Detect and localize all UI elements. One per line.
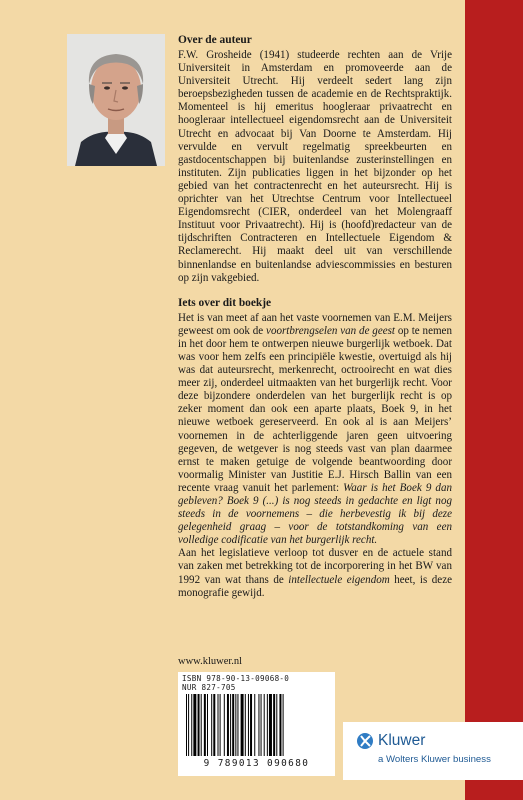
- barcode-bar: [254, 694, 255, 756]
- barcode-bar: [188, 694, 189, 756]
- barcode-bars: [184, 694, 329, 756]
- barcode-bar: [279, 694, 281, 756]
- book-description: Het is van meet af aan het vaste voornemen van E.M. Meijers geweest om ook de voortbrengselen van de geest op te nemen in het door hem te ontwerpen nieuwe burgerlijk wetboek. Dat was voor hem zelfs een principiële kwestie, overtuigd als hij was dat auteursrecht, merkenrecht, octrooirecht en wat dies meer zij, onderdeel uitmaakten van het burgerlijk recht. Voor deze bijzondere onderdelen van het burgerlijk recht is op zeker moment dan ook een aparte plaats, Boek 9, in het nieuwe wetboek gereserveerd. En ook al is aan Meijers’ voornemen in de achterliggende jaren geen uitvoering gegeven, de wetgever is nog steeds vast van plan daarmee ernst te maken getuige de volgende beantwoording door voormalig Minister van Justitie E.J. Hirsch Ballin van een recente vraag vanuit het parlement: Waar is het Boek 9 dan gebleven? Boek 9 (...) is nog steeds in gedachte en ligt nog steeds in de voornemens – die herbevestig ik bij deze gelegenheid graag – voor de totstandkoming van een volledige codificatie van het burgerlijk recht.: [178, 311, 452, 547]
- author-photo: [67, 34, 165, 166]
- barcode-bar: [261, 694, 262, 756]
- barcode-bar: [241, 694, 244, 756]
- barcode-bar: [220, 694, 221, 756]
- barcode-bar: [204, 694, 206, 756]
- text-column: [178, 34, 452, 600]
- barcode-bar: [276, 694, 277, 756]
- barcode-bar: [267, 694, 268, 756]
- publisher-name: Kluwer: [378, 732, 426, 749]
- barcode-bar: [269, 694, 272, 756]
- barcode-bar: [232, 694, 234, 756]
- barcode-bar: [193, 694, 196, 756]
- author-bio: F.W. Grosheide (1941) studeerde rechten aan de Vrije Universiteit in Amsterdam en promoveerde aan de Universiteit Utrecht. Hij verdeelt sedert lang zijn beroepsbezigheden tussen de academie en de Rechtspraktijk. Momenteel is hij emeritus hoogleraar privaatrecht en hoogleraar intellectueel eigendomsrecht aan de Universiteit Utrecht en advocaat bij Van Doorne te Amsterdam. Hij vervulde en vervult regelmatig spreekbeurten en gastdocentschappen bij buitenlandse zusterinstellingen en instituten. Zijn publicaties liggen in het bijzonder op het gebied van het contractenrecht en het auteursrecht. Hij is oprichter van het Utrechtse Centrum voor Intellectueel Eigendomsrecht (CIER, onderdeel van het Molengraaff Instituut voor Privaatrecht). Hij is (hoofd)redacteur van de tijdschriften Contracteren en Intellectuele Eigendom & Reclamerecht. Hij maakt deel uit van verschillende binnenlandse en buitenlandse adviescommissies en besturen op zijn vakgebied.: [178, 49, 452, 284]
- barcode-digits: 9 789013 090680: [203, 758, 310, 769]
- isbn-number: ISBN 978-90-13-09068-0: [182, 674, 290, 683]
- barcode-bar: [248, 694, 249, 756]
- barcode-bar: [224, 694, 225, 756]
- barcode-bar: [237, 694, 238, 756]
- barcode-bar: [191, 694, 192, 756]
- barcode-bar: [207, 694, 208, 756]
- website-link[interactable]: www.kluwer.nl: [178, 656, 243, 667]
- isbn-text: [182, 674, 289, 692]
- red-spine-stripe: [465, 0, 523, 800]
- barcode-bar: [245, 694, 246, 756]
- barcode-bar: [186, 694, 187, 756]
- book-heading: Iets over dit boekje: [178, 296, 272, 309]
- barcode-bar: [250, 694, 252, 756]
- author-heading: Over de auteur: [178, 34, 252, 46]
- barcode-label: [178, 672, 335, 776]
- nur-code: NUR 827-705: [182, 683, 236, 692]
- barcode-bar: [258, 694, 259, 756]
- publisher-logo-box: [343, 722, 523, 780]
- barcode-bar: [264, 694, 265, 756]
- barcode-bar: [213, 694, 215, 756]
- minister-quote: Waar is het Boek 9 dan gebleven? Boek 9 (...) is nog steeds in gedachte en ligt nog steeds in de voornemens – die herbevestig ik bij deze gelegenheid graag – voor de totstandkoming van een volledige codificatie van het burgerlijk recht.: [178, 481, 452, 547]
- barcode-bar: [230, 694, 231, 756]
- publisher-tagline: a Wolters Kluwer business: [378, 754, 491, 765]
- barcode-bar: [201, 694, 202, 756]
- barcode-bar: [211, 694, 212, 756]
- barcode-bar: [235, 694, 236, 756]
- barcode-bar: [227, 694, 229, 756]
- kluwer-globe-icon: [356, 732, 374, 750]
- barcode-bar: [218, 694, 219, 756]
- book-conclusion: Aan het legislatieve verloop tot dusver en de actuele stand van zaken met betrekking tot de incorporering in het BW van 1992 van wat thans de intellectuele eigendom heet, is deze monografie gewijd.: [178, 547, 452, 599]
- barcode-bar: [283, 694, 284, 756]
- barcode-bar: [273, 694, 275, 756]
- barcode-bar: [198, 694, 200, 756]
